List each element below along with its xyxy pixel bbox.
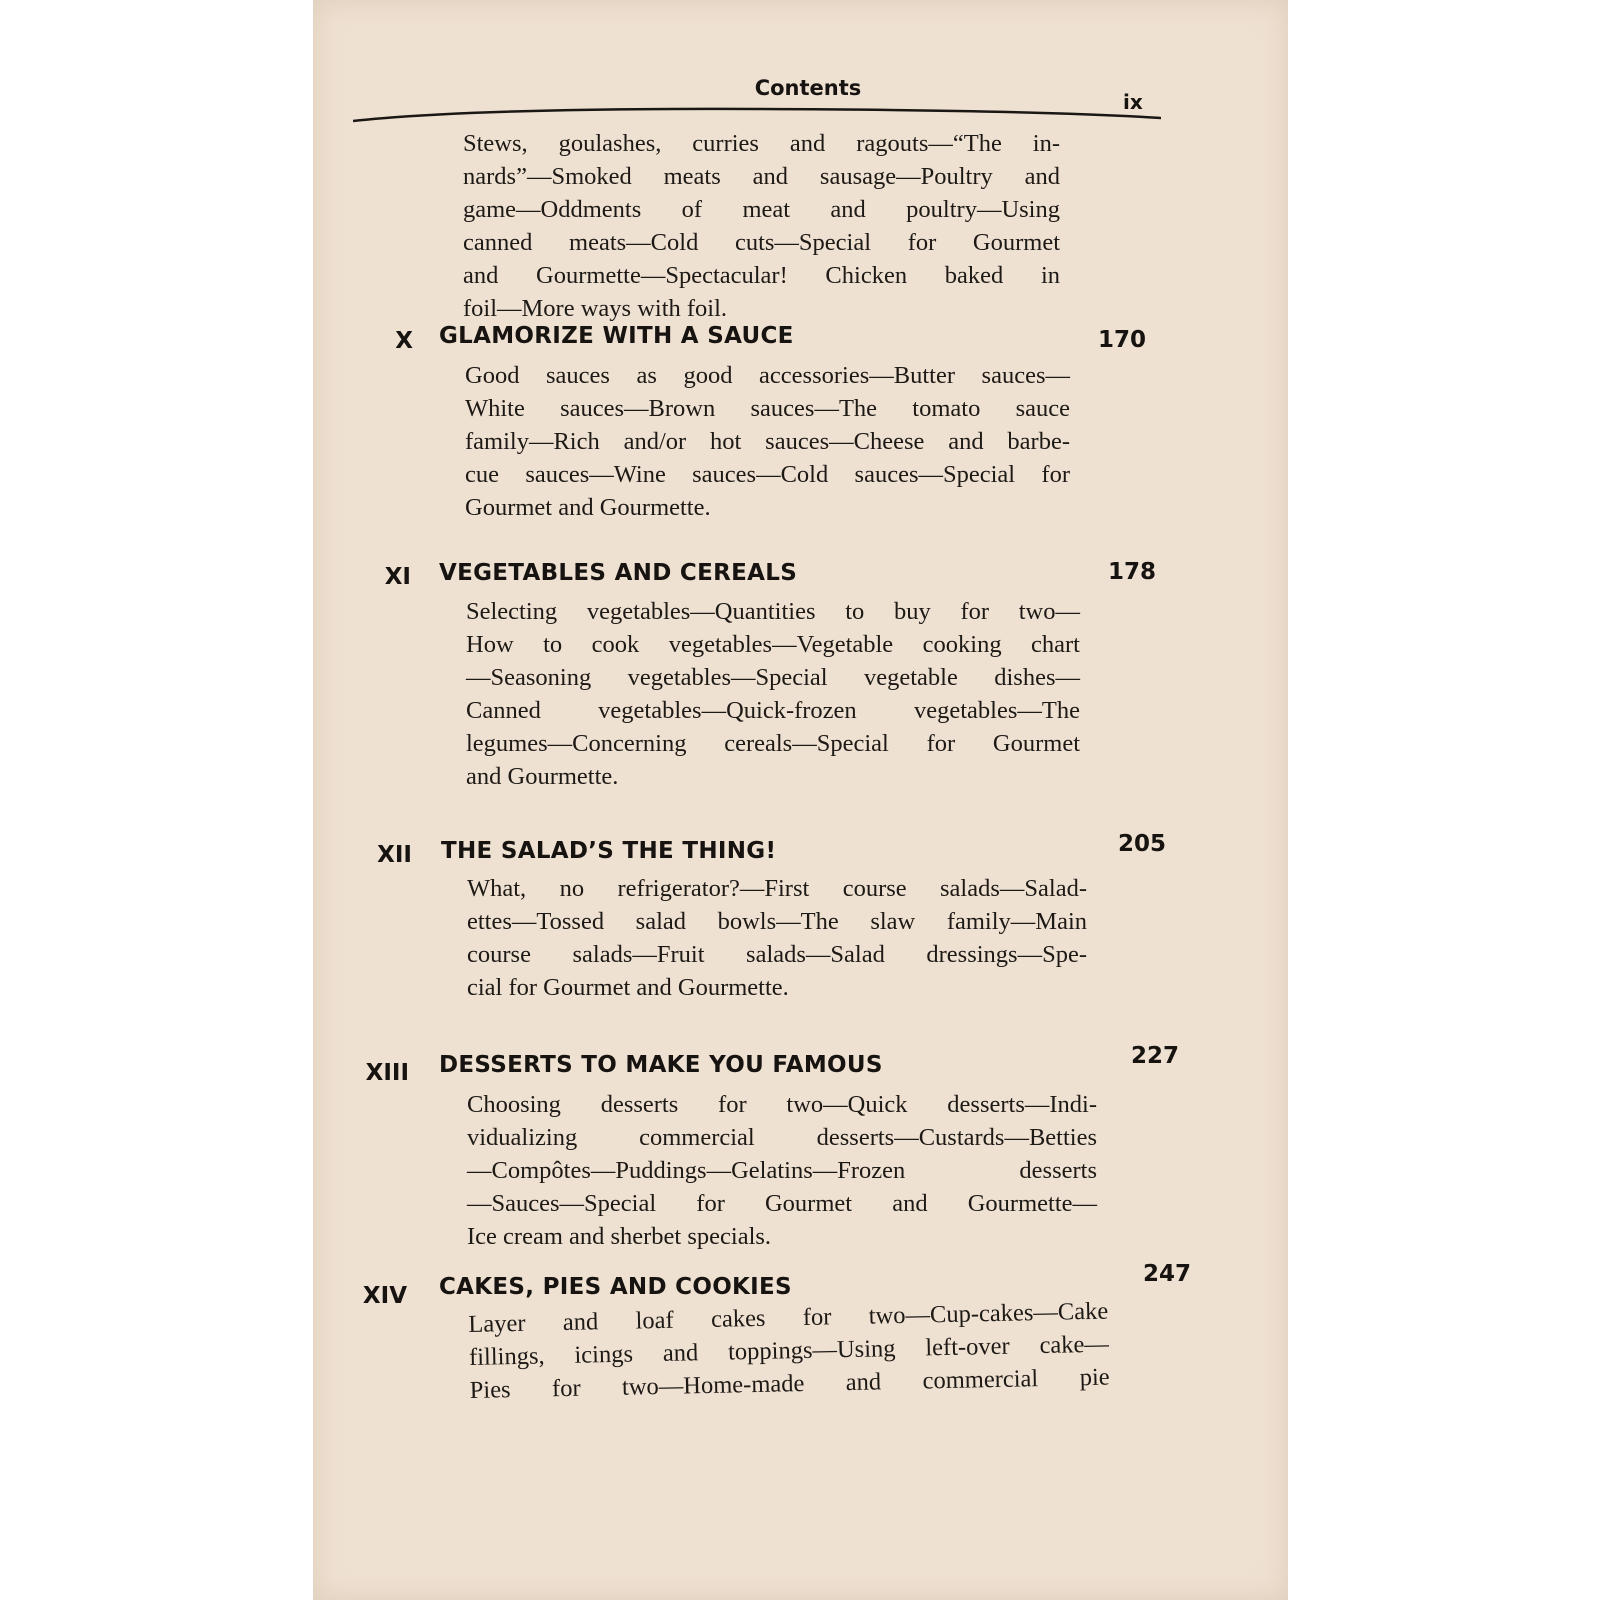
- description-line: legumes—Concerning cereals—Special for Gourmet: [466, 730, 1080, 757]
- chapter-description: [465, 359, 1070, 524]
- chapter-page-number: 205: [1118, 831, 1167, 857]
- description-line: foil—More ways with foil.: [463, 295, 728, 322]
- description-line: —Sauces—Special for Gourmet and Gourmette—: [467, 1190, 1097, 1217]
- chapter-page-number: 178: [1108, 559, 1157, 585]
- description-line: game—Oddments of meat and poultry—Using: [463, 196, 1060, 223]
- description-line: Good sauces as good accessories—Butter sauces—: [465, 362, 1070, 389]
- description-line: Pies for two—Home-made and commercial pie: [469, 1363, 1110, 1404]
- description-line: fillings, icings and toppings—Using left-over cake—: [468, 1330, 1110, 1371]
- book-page: [313, 0, 1288, 1600]
- description-line: —Seasoning vegetables—Special vegetable dishes—: [466, 664, 1080, 691]
- chapter-title: GLAMORIZE WITH A SAUCE: [439, 323, 794, 349]
- chapter-page-number: 227: [1131, 1043, 1180, 1069]
- description-line: How to cook vegetables—Vegetable cooking chart: [466, 631, 1080, 658]
- chapter-title: DESSERTS TO MAKE YOU FAMOUS: [439, 1052, 883, 1078]
- description-line: cial for Gourmet and Gourmette.: [467, 974, 789, 1001]
- description-line: ettes—Tossed salad bowls—The slaw family—Main: [467, 908, 1087, 935]
- chapter-page-number: 247: [1143, 1261, 1192, 1287]
- description-line: What, no refrigerator?—First course salads—Salad-: [467, 875, 1087, 902]
- header-rule: [353, 105, 1161, 125]
- description-line: nards”—Smoked meats and sausage—Poultry and: [463, 163, 1060, 190]
- chapter-numeral: X: [395, 328, 413, 354]
- description-line: Canned vegetables—Quick-frozen vegetables—The: [466, 697, 1080, 724]
- chapter-title: CAKES, PIES AND COOKIES: [439, 1274, 792, 1300]
- description-line: cue sauces—Wine sauces—Cold sauces—Special for: [465, 461, 1070, 488]
- chapter-description: [467, 872, 1087, 1004]
- description-line: Stews, goulashes, curries and ragouts—“The in-: [463, 130, 1060, 157]
- chapter-description: [466, 595, 1080, 793]
- description-line: White sauces—Brown sauces—The tomato sauce: [465, 395, 1070, 422]
- page-header-title: Contents: [754, 76, 862, 100]
- chapter-page-number: 170: [1098, 327, 1147, 353]
- chapter-title: THE SALAD’S THE THING!: [441, 838, 777, 864]
- intro-description: [463, 127, 1060, 325]
- description-line: Gourmet and Gourmette.: [465, 494, 711, 521]
- description-line: vidualizing commercial desserts—Custards—Betties: [467, 1124, 1097, 1151]
- description-line: Ice cream and sherbet specials.: [467, 1223, 772, 1250]
- description-line: and Gourmette.: [466, 763, 619, 790]
- description-line: course salads—Fruit salads—Salad dressings—Spe-: [467, 941, 1087, 968]
- chapter-numeral: XIV: [362, 1283, 407, 1309]
- page-header-number: ix: [1123, 90, 1143, 114]
- description-line: Choosing desserts for two—Quick desserts—Indi-: [467, 1091, 1097, 1118]
- description-line: and Gourmette—Spectacular! Chicken baked in: [463, 262, 1060, 289]
- chapter-title: VEGETABLES AND CEREALS: [439, 560, 798, 586]
- description-line: Layer and loaf cakes for two—Cup-cakes—Cake: [468, 1297, 1109, 1338]
- description-line: —Compôtes—Puddings—Gelatins—Frozen desserts: [467, 1157, 1097, 1184]
- chapter-numeral: XII: [377, 842, 412, 868]
- chapter-description: [467, 1088, 1097, 1253]
- chapter-numeral: XI: [384, 564, 411, 590]
- show-through: [353, 268, 383, 288]
- description-line: Selecting vegetables—Quantities to buy for two—: [466, 598, 1080, 625]
- description-line: canned meats—Cold cuts—Special for Gourmet: [463, 229, 1060, 256]
- description-line: family—Rich and/or hot sauces—Cheese and barbe-: [465, 428, 1070, 455]
- chapter-numeral: XIII: [365, 1060, 409, 1086]
- chapter-description: [468, 1295, 1110, 1407]
